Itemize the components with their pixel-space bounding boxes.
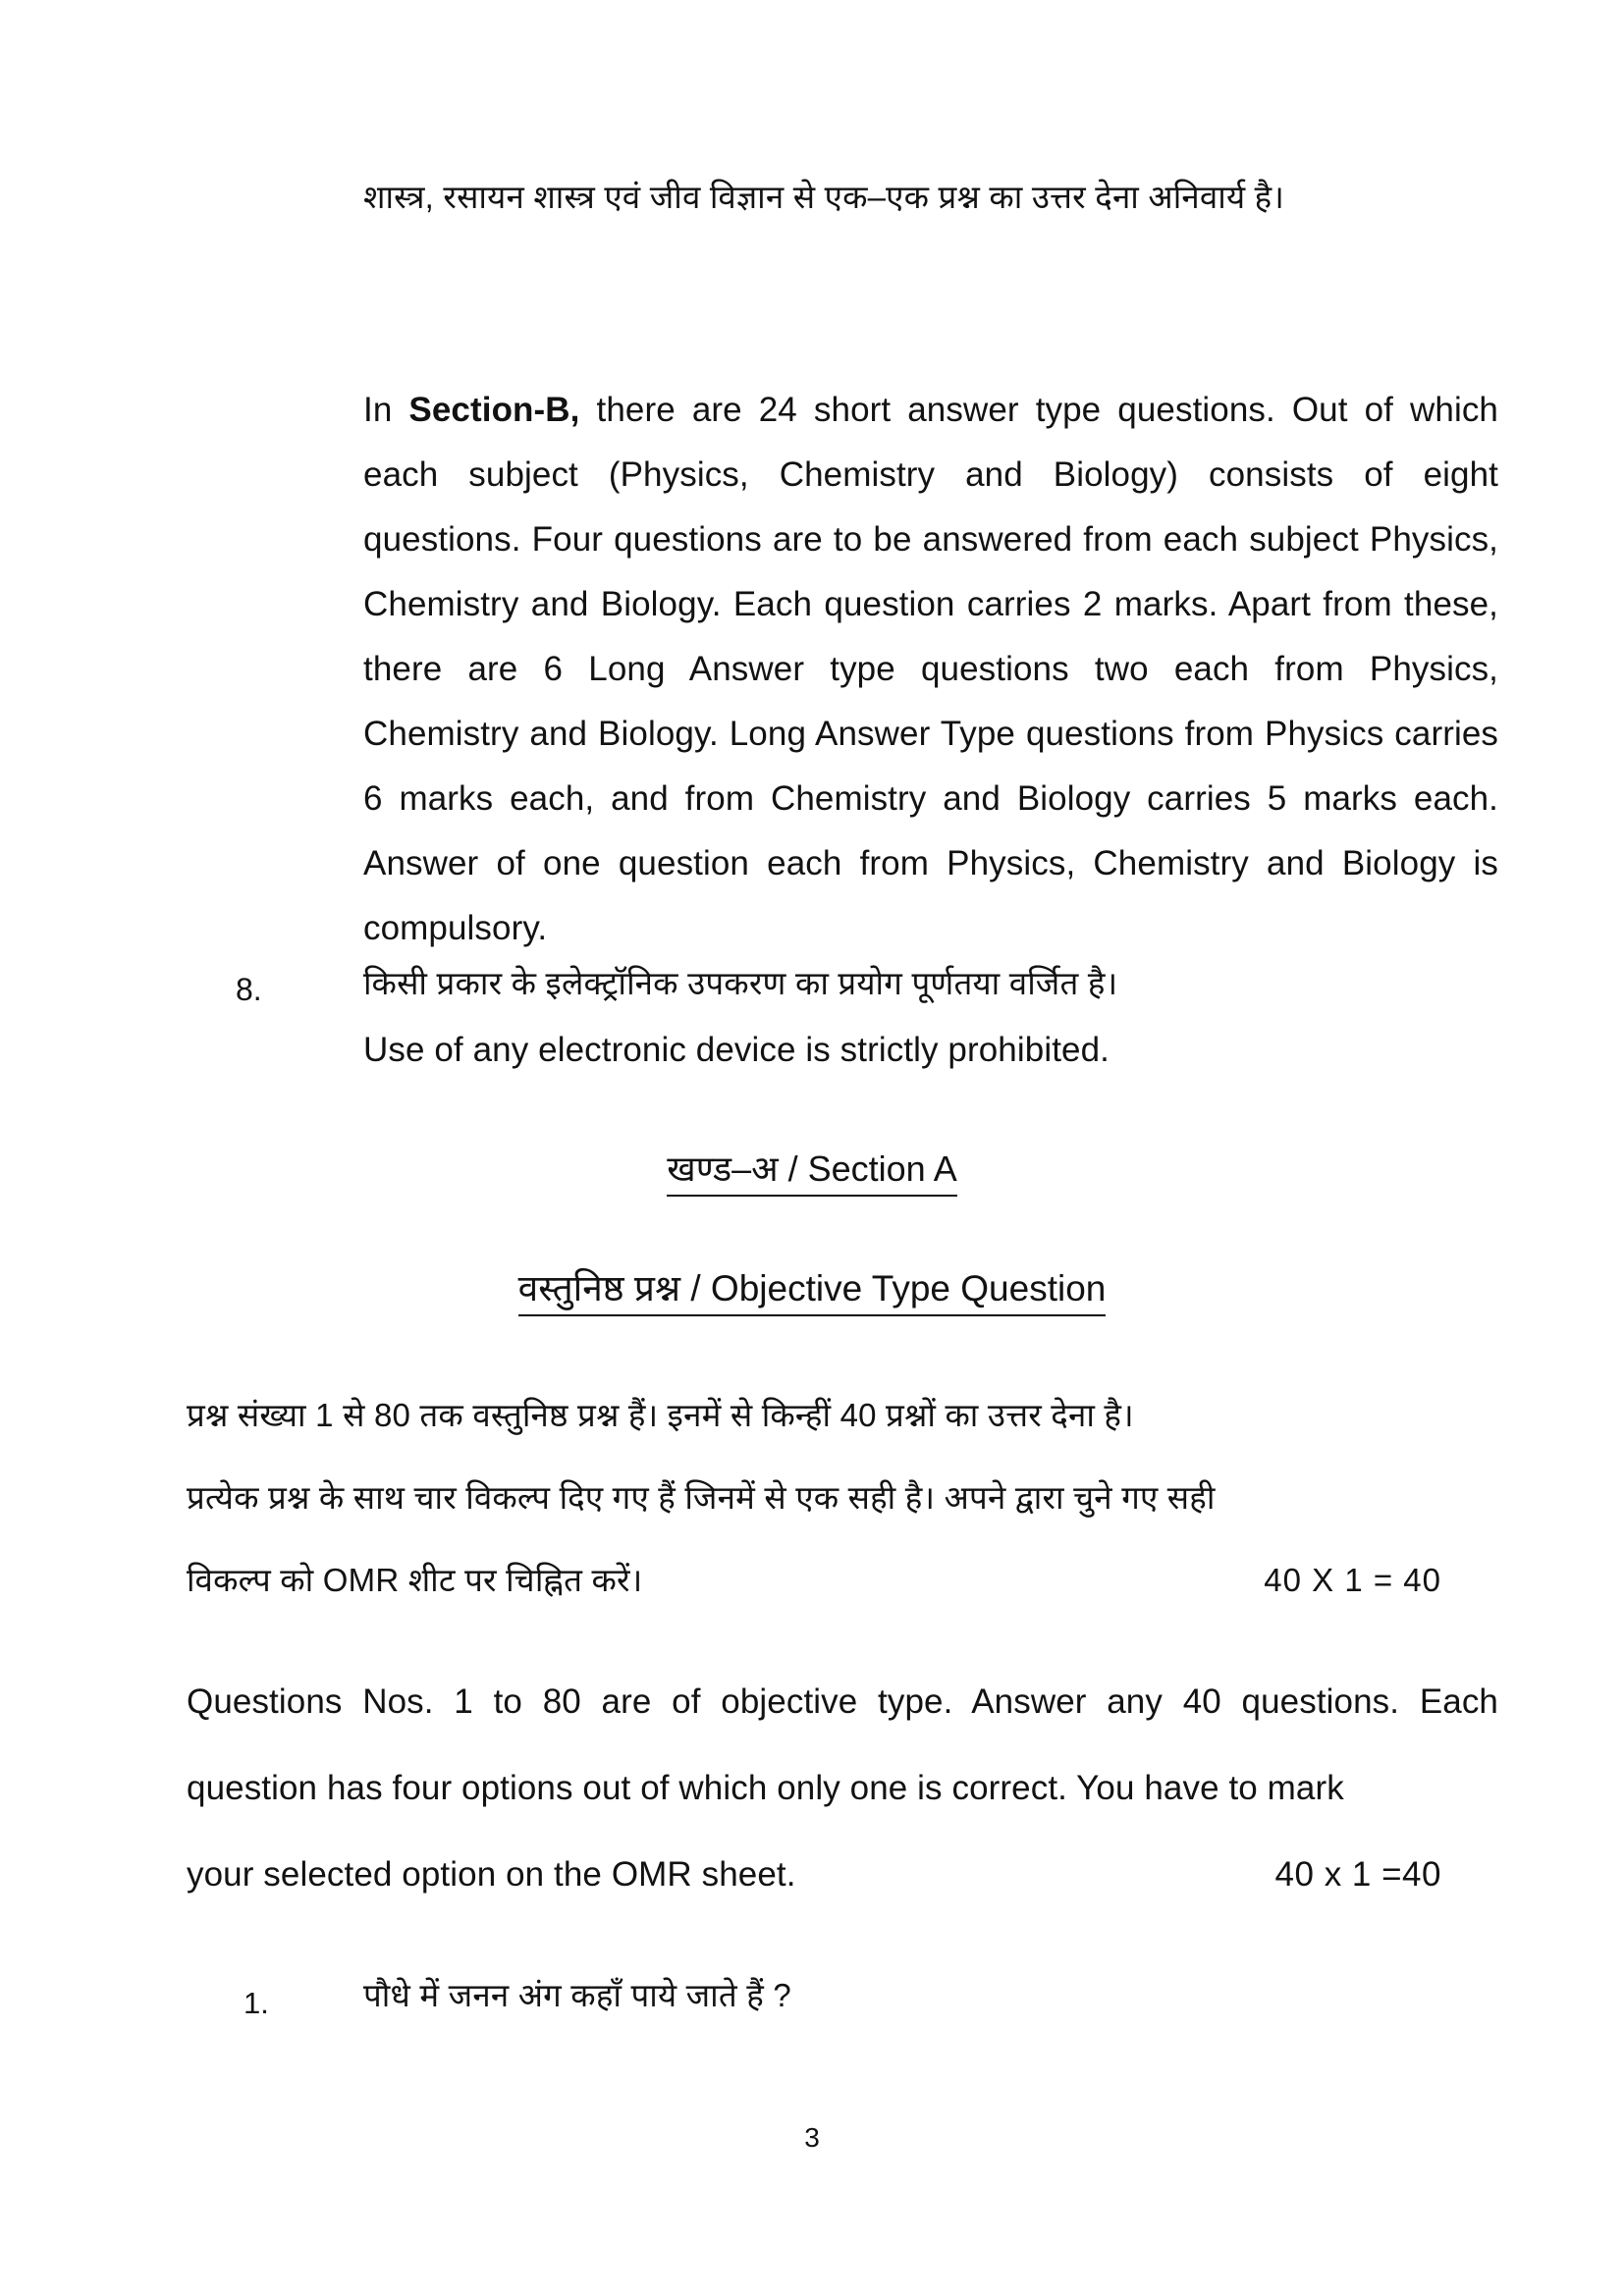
hindi-instruction-line-2: प्रत्येक प्रश्न के साथ चार विकल्प दिए गए हैं जिनमें से एक सही है। अपने द्वारा चुने गए सही — [187, 1479, 1216, 1516]
heading-section-a — [0, 1144, 1624, 1197]
item-8-hindi-text: किसी प्रकार के इलेक्ट्रॉनिक उपकरण का प्रयोग पूर्णतया वर्जित है। — [363, 965, 1118, 1001]
question-1-number: 1. — [244, 1986, 269, 2020]
item-8-english-text: Use of any electronic device is strictly prohibited. — [363, 1031, 1110, 1069]
english-instruction-marks: 40 x 1 =40 — [1274, 1855, 1441, 1894]
english-instruction-last-row — [187, 1832, 1498, 1918]
hindi-instruction-line-3: विकल्प को OMR शीट पर चिह्नित करें। — [187, 1562, 643, 1598]
english-instruction-last-line: your selected option on the OMR sheet. — [187, 1855, 796, 1894]
section-b-paragraph — [363, 378, 1498, 961]
heading-objective-type — [0, 1261, 1624, 1316]
english-instruction-body: Questions Nos. 1 to 80 are of objective type. Answer any 40 questions. Each question has four options out of which only one is correct. You have to mark — [187, 1682, 1498, 1807]
heading-section-a-label: खण्ड–अ / Section A — [667, 1144, 956, 1197]
section-b-body: there are 24 short answer type questions. Out of which each subject (Physics, Chemistry and Biology) consists of eight questions. Four questions are to be answered from each subject Physics, Chemistry and Biology. Each question carries 2 marks. Apart from these, there are 6 Long Answer type questions two each from Physics, Chemistry and Biology. Long Answer Type questions from Physics carries 6 marks each, and from Chemistry and Biology carries 5 marks each. Answer of one question each from Physics, Chemistry and Biology is compulsory. — [363, 391, 1498, 947]
hindi-instruction-marks: 40 X 1 = 40 — [1264, 1562, 1441, 1598]
section-b-bold-label: Section-B, — [408, 391, 580, 429]
heading-objective-type-label: वस्तुनिष्ठ प्रश्न / Objective Type Question — [518, 1261, 1107, 1316]
hindi-continuation-paragraph: शास्त्र, रसायन शास्त्र एवं जीव विज्ञान से एक–एक प्रश्न का उत्तर देना अनिवार्य है। — [363, 179, 1285, 215]
hindi-instruction-line-1: प्रश्न संख्या 1 से 80 तक वस्तुनिष्ठ प्रश्न हैं। इनमें से किन्हीं 40 प्रश्नों का उत्तर देना है। — [187, 1397, 1134, 1433]
section-b-lead-in: In — [363, 391, 409, 429]
item-8-number: 8. — [236, 972, 262, 1007]
page-number: 3 — [804, 2122, 820, 2153]
hindi-instruction-line-3-row — [187, 1539, 1498, 1622]
english-instructions-block — [187, 1659, 1498, 1918]
question-1-text: पौधे में जनन अंग कहाँ पाये जाते हैं ? — [363, 1977, 791, 2013]
hindi-instructions-block — [187, 1374, 1498, 1622]
